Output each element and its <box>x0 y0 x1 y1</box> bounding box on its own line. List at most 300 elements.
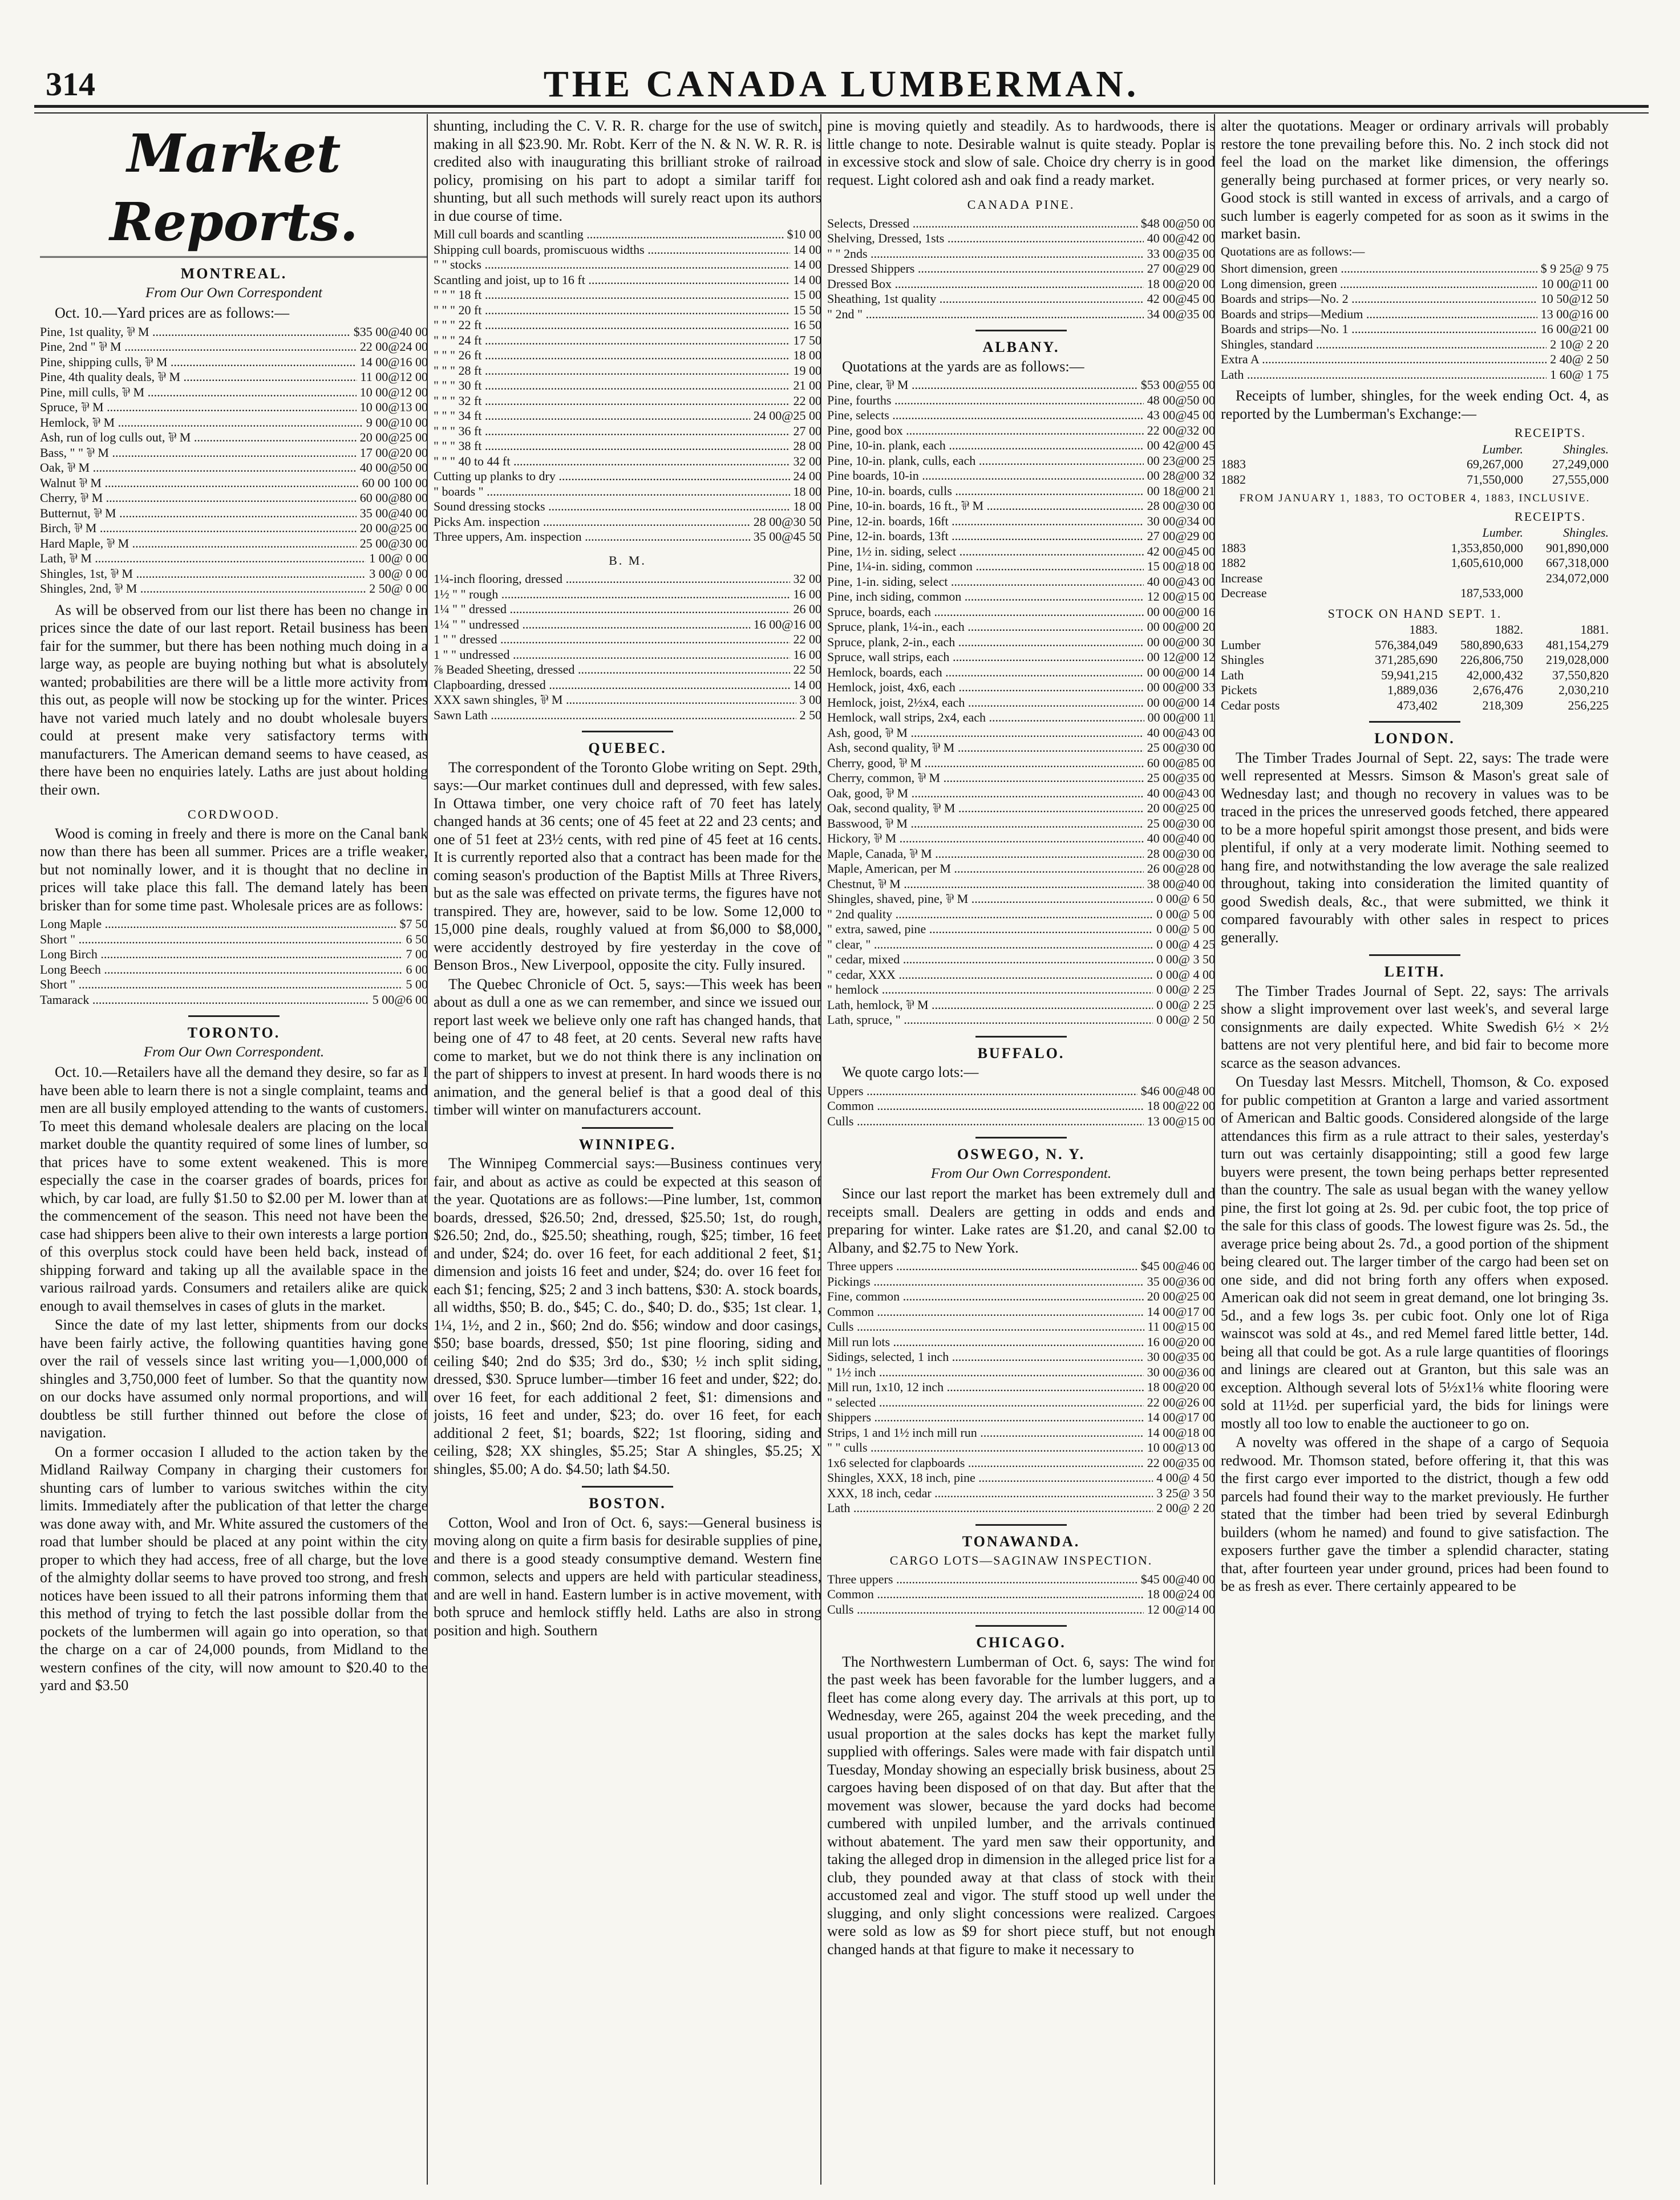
column-4 <box>1221 117 1609 2182</box>
price-item: Pine, 12-in. boards, 16ft ..... <box>827 514 1144 529</box>
price-item: Culls ..... <box>827 1602 1144 1618</box>
section-heading-oswego: OSWEGO, N. Y. <box>957 1146 1086 1162</box>
price-value: 40 00@43 00 <box>1147 725 1215 740</box>
price-item: Sidings, selected, 1 inch ..... <box>827 1350 1144 1365</box>
paragraph: The Northwestern Lumberman of Oct. 6, says: The wind for the past week has been favorable for the lumber luggers, and a fleet has come along every day. The arrivals at this port, up to Wednesday, were 265, against 204 the week preceding, and the usual proportion at the sales docks has kept the market fully supplied with offerings. Sales were made with fair dispatch until Tuesday, Monday showing an especially brisk business, about 25 cargoes having been disposed of on that day. But after that the movement was slower, because the yard docks had become cumbered with unpiled lumber, and the arrivals continued without abatement. The yard men saw their opportunity, and taking the alleged drop in dimension in the alleged price list for a club, they pounded away at that class of stock with their accustomed zeal and vigor. The stuff stood up well under the slugging, and only slight concessions were realized. Cargoes were sold as low as $9 for short piece stuff, but not enough changed hands at that figure to make it necessary to <box>827 1653 1215 1958</box>
price-item: Cherry, good, ⅌ M ..... <box>827 756 1144 771</box>
paragraph: Wood is coming in freely and there is more on the Canal bank now than there has been all summer. Prices are a trifle weaker, but not nominally lower, and it is thought that no decline in prices will take place this fall. The demand lately has been brisker than for some time past. Wholesale prices are as follows: <box>40 825 428 914</box>
price-value: 28 00@30 00 <box>1147 499 1215 513</box>
row-label: 1882 <box>1221 556 1246 570</box>
section-rule <box>975 1625 1067 1627</box>
section-rule <box>975 1524 1067 1526</box>
price-item: XXX, 18 inch, cedar ..... <box>827 1486 1153 1501</box>
price-value: 40 00@50 00 <box>359 460 428 475</box>
stock-caption: STOCK ON HAND SEPT. 1. <box>1327 606 1502 621</box>
price-item: Pine, shipping culls, ⅌ M ..... <box>40 355 357 370</box>
table-row <box>1221 541 1609 556</box>
price-value: 40 00@43 00 <box>1147 785 1215 800</box>
price-item: " extra, sawed, pine ..... <box>827 922 1153 937</box>
price-row <box>40 992 428 1008</box>
price-item: ⅞ Beaded Sheeting, dressed ..... <box>434 662 790 678</box>
price-item: Shipping cull boards, promiscuous widths ..... <box>434 242 790 258</box>
price-row <box>434 514 821 530</box>
price-value: 2 40@ 2 50 <box>1550 352 1609 366</box>
price-value: 00 18@00 21 <box>1147 483 1215 498</box>
paragraph: Quotations at the yards are as follows:— <box>842 358 1084 375</box>
price-item: Bass, " " ⅌ M ..... <box>40 445 357 461</box>
column-3 <box>827 117 1215 2182</box>
price-item: Shingles, 2nd, ⅌ M ..... <box>40 581 366 597</box>
price-item: " " 2nds ..... <box>827 246 1144 262</box>
price-row <box>827 831 1215 846</box>
price-row <box>434 647 821 663</box>
price-row <box>40 581 428 597</box>
price-row <box>434 708 821 723</box>
price-row <box>40 325 428 340</box>
price-item: Long Beech ..... <box>40 962 403 978</box>
price-item: Cutting up planks to dry ..... <box>434 469 790 484</box>
price-item: Sheathing, 1st quality ..... <box>827 291 1144 307</box>
paragraph: Quotations are as follows:— <box>1221 244 1365 258</box>
byline: From Our Own Correspondent <box>145 285 322 301</box>
increase-row <box>1221 571 1609 586</box>
price-row <box>827 1289 1215 1304</box>
cell-value: 667,318,000 <box>1546 556 1609 570</box>
price-item: Shingles, shaved, pine, ⅌ M ..... <box>827 892 1153 907</box>
price-item: 1 " " dressed ..... <box>434 632 790 647</box>
price-value: 6 50 <box>406 931 428 946</box>
price-value: 00 00@00 30 <box>1147 634 1215 649</box>
price-row <box>827 231 1215 246</box>
price-value: 22 00 <box>793 393 821 408</box>
price-value: 2 50@ 0 00 <box>369 581 428 595</box>
cell-value: 256,225 <box>1568 698 1609 712</box>
price-value: 3 25@ 3 50 <box>1156 1485 1215 1500</box>
price-item: Mill run lots ..... <box>827 1335 1144 1350</box>
price-value: 48 00@50 00 <box>1147 392 1215 407</box>
price-row <box>827 1380 1215 1395</box>
price-row <box>827 967 1215 983</box>
price-item: Selects, Dressed ..... <box>827 216 1137 232</box>
price-item: Spruce, ⅌ M ..... <box>40 400 357 415</box>
price-item: " " " 38 ft ..... <box>434 439 790 454</box>
price-value: 14 00@18 00 <box>1147 1425 1215 1440</box>
price-value: 3 00 <box>799 692 821 707</box>
price-row <box>827 246 1215 262</box>
price-value: 9 00@10 00 <box>366 415 428 430</box>
paragraph: We quote cargo lots:— <box>842 1064 979 1080</box>
price-table-bm <box>434 572 821 723</box>
price-row <box>827 877 1215 892</box>
price-value: 25 00@30 00 <box>1147 740 1215 755</box>
price-row <box>1221 367 1609 383</box>
subheading-bm: B. M. <box>609 553 646 568</box>
price-item: Hemlock, joist, 2½x4, each ..... <box>827 695 1144 711</box>
price-value: 28 00@30 00 <box>1147 846 1215 861</box>
section-rule <box>975 330 1067 331</box>
cell-value: 71,550,000 <box>1467 472 1523 487</box>
byline: From Our Own Correspondent. <box>143 1044 325 1060</box>
price-value: 0 00@ 2 25 <box>1156 997 1215 1012</box>
stock-year-headers <box>1221 622 1609 638</box>
price-item: Clapboarding, dressed ..... <box>434 678 790 693</box>
price-value: 40 00@42 00 <box>1147 231 1215 245</box>
price-value: 0 00@ 5 00 <box>1156 906 1215 921</box>
price-item: Three uppers ..... <box>827 1572 1137 1587</box>
section-heading-albany: ALBANY. <box>982 339 1060 355</box>
price-value: $7 50 <box>399 917 428 931</box>
price-value: 10 00@12 00 <box>359 384 428 399</box>
cell-value: 219,028,000 <box>1546 653 1609 667</box>
price-row <box>827 1350 1215 1365</box>
price-item: Pine, inch siding, common ..... <box>827 589 1144 605</box>
receipts-caption: RECEIPTS. <box>1515 509 1586 524</box>
price-value: 16 00 <box>793 586 821 601</box>
price-row <box>827 605 1215 620</box>
price-item: Pine, 1st quality, ⅌ M ..... <box>40 325 350 340</box>
price-value: 40 00@40 00 <box>1147 831 1215 845</box>
price-value: 15 50 <box>793 302 821 317</box>
cell-value: 37,550,820 <box>1552 667 1609 682</box>
price-row <box>827 453 1215 469</box>
price-row <box>434 227 821 242</box>
price-row <box>40 947 428 962</box>
price-item: Oak, second quality, ⅌ M ..... <box>827 801 1144 816</box>
cell-value: 69,267,000 <box>1467 457 1523 471</box>
price-row <box>827 544 1215 560</box>
price-row <box>827 1410 1215 1425</box>
price-value: 00 00@00 16 <box>1147 604 1215 619</box>
price-value: 20 00@25 00 <box>1147 801 1215 815</box>
price-value: 18 00@22 00 <box>1147 1099 1215 1113</box>
price-value: 2 50 <box>799 707 821 722</box>
price-table-chicago <box>1221 261 1609 382</box>
price-row <box>1221 352 1609 367</box>
price-item: " " " 20 ft ..... <box>434 303 790 318</box>
price-item: " " " 30 ft ..... <box>434 378 790 394</box>
price-item: " " " 24 ft ..... <box>434 333 790 349</box>
price-item: Pine, mill culls, ⅌ M ..... <box>40 385 357 400</box>
price-item: 1 " " undressed ..... <box>434 647 790 663</box>
price-row <box>827 1425 1215 1441</box>
price-value: 16 00@21 00 <box>1540 322 1609 336</box>
price-row <box>434 499 821 514</box>
price-item: Culls ..... <box>827 1319 1144 1335</box>
price-row <box>434 242 821 258</box>
price-item: Boards and strips—Medium ..... <box>1221 307 1537 322</box>
price-item: " 2nd " ..... <box>827 307 1144 322</box>
price-row <box>1221 322 1609 337</box>
receipts-table <box>1221 457 1609 487</box>
page-number: 314 <box>46 66 95 103</box>
price-row <box>827 261 1215 277</box>
price-item: Shelving, Dressed, 1sts ..... <box>827 231 1144 246</box>
price-row <box>827 307 1215 322</box>
price-item: Pine, 10-in. plank, culls, each ..... <box>827 453 1144 469</box>
price-table-canada-pine <box>827 216 1215 322</box>
cell-value: 42,000,432 <box>1467 667 1523 682</box>
cell-value: 226,806,750 <box>1460 653 1523 667</box>
price-value: 35 00@40 00 <box>359 505 428 520</box>
price-item: Pine, 12-in. boards, 13ft ..... <box>827 529 1144 544</box>
column-header-lumber: Lumber. <box>1482 525 1523 540</box>
price-row <box>827 756 1215 771</box>
row-label: Shingles <box>1221 653 1264 667</box>
price-item: Pine, 10-in. plank, each ..... <box>827 438 1144 453</box>
price-value: 10 00@13 00 <box>359 400 428 414</box>
price-value: $35 00@40 00 <box>353 324 428 339</box>
price-item: Picks Am. inspection ..... <box>434 514 750 530</box>
price-row <box>1221 337 1609 353</box>
price-row <box>1221 277 1609 292</box>
row-label: Lumber <box>1221 637 1261 652</box>
section-rule <box>975 1137 1067 1139</box>
price-row <box>434 678 821 693</box>
price-row <box>1221 307 1609 322</box>
price-item: Uppers ..... <box>827 1084 1137 1099</box>
receipts-column-headers <box>1221 442 1609 457</box>
price-row <box>827 378 1215 393</box>
price-item: Mill run, 1x10, 12 inch ..... <box>827 1380 1144 1395</box>
column-1 <box>40 117 428 2182</box>
section-heading-cordwood: CORDWOOD. <box>187 807 281 821</box>
price-row <box>434 318 821 333</box>
price-value: 33 00@35 00 <box>1147 246 1215 261</box>
section-heading-london: LONDON. <box>1374 730 1455 747</box>
price-value: 7 00 <box>406 947 428 961</box>
price-row <box>827 1259 1215 1274</box>
section-heading-toronto: TORONTO. <box>187 1024 281 1041</box>
table-row <box>1221 556 1609 571</box>
section-heading-montreal: MONTREAL. <box>180 265 288 282</box>
price-item: Chestnut, ⅌ M ..... <box>827 877 1144 892</box>
price-value: $48 00@50 00 <box>1140 216 1215 230</box>
price-row <box>40 445 428 461</box>
price-row <box>434 257 821 273</box>
price-item: " " " 40 to 44 ft ..... <box>434 454 790 469</box>
table-row <box>1221 668 1609 683</box>
price-table-toronto <box>434 227 821 545</box>
price-row <box>434 632 821 647</box>
price-item: Dressed Box ..... <box>827 277 1144 292</box>
price-value: 13 00@15 00 <box>1147 1113 1215 1128</box>
price-item: " " culls ..... <box>827 1440 1144 1456</box>
price-row <box>827 771 1215 786</box>
price-value: 00 00@00 14 <box>1147 695 1215 710</box>
receipts-caption: RECEIPTS. <box>1515 426 1586 440</box>
price-item: Common ..... <box>827 1099 1144 1114</box>
price-value: 13 00@16 00 <box>1540 306 1609 321</box>
price-item: Scantling and joist, up to 16 ft ..... <box>434 273 790 288</box>
price-value: 00 00@00 11 <box>1147 710 1215 724</box>
price-item: Pine, 2nd " ⅌ M ..... <box>40 339 357 355</box>
price-table-tonawanda <box>827 1572 1215 1618</box>
price-value: 0 00@ 5 00 <box>1156 922 1215 936</box>
price-row <box>827 1501 1215 1516</box>
price-row <box>827 861 1215 877</box>
header-rule <box>34 105 1649 114</box>
table-row <box>1221 472 1609 488</box>
price-value: 0 00@ 6 50 <box>1156 892 1215 906</box>
price-value: 0 00@ 2 25 <box>1156 982 1215 996</box>
price-value: 35 00@45 50 <box>753 529 821 544</box>
price-value: 00 42@00 45 <box>1147 438 1215 452</box>
price-value: 6 00 <box>406 962 428 977</box>
price-value: 14 00@16 00 <box>359 354 428 369</box>
cell-value: 2,030,210 <box>1558 683 1609 697</box>
price-row <box>827 922 1215 937</box>
price-item: Long dimension, green ..... <box>1221 277 1538 292</box>
byline: From Our Own Correspondent. <box>930 1165 1112 1181</box>
price-value: $ 9 25@ 9 75 <box>1540 261 1609 275</box>
price-item: Ash, run of log culls out, ⅌ M ..... <box>40 430 357 445</box>
price-row <box>40 536 428 552</box>
price-value: $45 00@46 00 <box>1140 1259 1215 1273</box>
price-value: 40 00@43 00 <box>1147 574 1215 589</box>
price-value: 00 00@00 20 <box>1147 619 1215 634</box>
price-value: 28 00 <box>793 439 821 453</box>
price-value: 16 00 <box>793 647 821 662</box>
cell-value: 2,676,476 <box>1473 683 1523 697</box>
price-value: 24 00 <box>793 469 821 483</box>
price-table-oswego <box>827 1259 1215 1516</box>
price-value: 12 00@14 00 <box>1147 1602 1215 1616</box>
section-heading-tonawanda: TONAWANDA. <box>962 1533 1080 1550</box>
paragraph: pine is moving quietly and steadily. As to hardwoods, there is little change to note. Desirable walnut is quite steady. Poplar is in excessive stock and slow of sale. Choice dry cherry is in good request. Light colored ash and oak find a ready market. <box>827 118 1215 188</box>
price-item: Spruce, plank, 1¼-in., each ..... <box>827 619 1144 635</box>
price-item: Pine, 10-in. boards, 16 ft., ⅌ M ..... <box>827 499 1144 514</box>
price-row <box>827 635 1215 650</box>
price-row <box>827 907 1215 922</box>
price-item: Hemlock, boards, each ..... <box>827 665 1144 680</box>
cell-value: 580,890,633 <box>1460 637 1523 652</box>
price-value: 11 00@12 00 <box>360 370 428 384</box>
price-row <box>434 662 821 678</box>
price-row <box>434 378 821 394</box>
price-value: 16 00@16 00 <box>753 617 821 631</box>
caption: CARGO LOTS—SAGINAW INSPECTION. <box>889 1553 1153 1567</box>
price-item: " cedar, mixed ..... <box>827 952 1153 967</box>
stock-table <box>1221 638 1609 714</box>
paragraph: Since our last report the market has been extremely dull and receipts small. Dealers are getting in odds and ends and preparing for winter. Lake rates are $1.20, and canal $2.00 to Albany, and $2.75 to New York. <box>827 1185 1215 1256</box>
row-label: 1883 <box>1221 540 1246 555</box>
price-item: " cedar, XXX ..... <box>827 967 1153 983</box>
price-value: 16 00@20 00 <box>1147 1334 1215 1349</box>
decrease-row <box>1221 586 1609 601</box>
price-item: " 2nd quality ..... <box>827 907 1153 922</box>
cell-value: 1,353,850,000 <box>1451 540 1523 555</box>
price-value: 10 00@13 00 <box>1147 1440 1215 1454</box>
price-item: Butternut, ⅌ M ..... <box>40 506 357 521</box>
section-rule <box>188 1015 280 1017</box>
price-row <box>434 363 821 379</box>
price-item: Common ..... <box>827 1587 1144 1602</box>
price-value: 25 00@30 00 <box>1147 816 1215 830</box>
price-row <box>827 1365 1215 1380</box>
column-header-lumber: Lumber. <box>1482 441 1523 456</box>
price-row <box>827 740 1215 756</box>
price-value: 15 00@18 00 <box>1147 559 1215 573</box>
price-item: Cherry, ⅌ M ..... <box>40 491 357 506</box>
price-item: " hemlock ..... <box>827 982 1153 998</box>
price-row <box>827 484 1215 499</box>
price-item: Shippers ..... <box>827 1410 1144 1425</box>
subheading-canada-pine: CANADA PINE. <box>967 197 1075 212</box>
price-row <box>827 559 1215 574</box>
price-row <box>434 273 821 288</box>
price-value: 1 00@ 0 00 <box>369 551 428 565</box>
price-value: 14 00 <box>793 677 821 692</box>
price-row <box>434 572 821 587</box>
price-row <box>827 499 1215 514</box>
price-item: Short dimension, green ..... <box>1221 261 1537 277</box>
price-row <box>827 786 1215 801</box>
price-row <box>827 1456 1215 1471</box>
price-row <box>827 1319 1215 1335</box>
price-row <box>434 587 821 602</box>
price-row <box>827 726 1215 741</box>
price-value: 60 00 100 00 <box>362 475 428 490</box>
price-row <box>827 680 1215 695</box>
column-2 <box>434 117 821 2182</box>
price-item: " " stocks ..... <box>434 257 790 273</box>
price-row <box>434 454 821 469</box>
price-item: Shingles, 1st, ⅌ M ..... <box>40 566 366 582</box>
paragraph: Oct. 10.—Retailers have all the demand they desire, so far as I have been able to learn there is not a single complaint, teams and men are all busily employed attending to the wants of customers. To meet this demand wholesale dealers are placing on the local market double the quantity required of some lines of lumber, so that prices have to some extent weakened. This is more especially the case in the coarser grades of boards, prices for which, by car load, are fully $1.50 to $2.00 per M. lower than at the commencement of the season. This need not have been the case had shippers been alive to their own interests a large portion of this overplus stock could have been held back, instead of shipping forward and taking up all the available space in the various railroad yards. Consumers and retailers alike are quick enough to avail themselves in cases of gluts in the market. <box>40 1064 428 1314</box>
price-value: 0 00@ 2 50 <box>1156 1012 1215 1027</box>
price-item: Spruce, plank, 2-in., each ..... <box>827 635 1144 650</box>
price-value: 00 28@00 32 <box>1147 468 1215 483</box>
price-value: $45 00@40 00 <box>1140 1571 1215 1586</box>
row-label: Cedar posts <box>1221 698 1280 712</box>
price-item: Boards and strips—No. 1 ..... <box>1221 322 1537 337</box>
receipts-range-caption: FROM JANUARY 1, 1883, TO OCTOBER 4, 1883, INCLUSIVE. <box>1239 492 1590 504</box>
price-item: " clear, " ..... <box>827 937 1153 953</box>
price-row <box>434 424 821 439</box>
price-row <box>827 1304 1215 1320</box>
price-value: 20 00@25 00 <box>1147 1289 1215 1303</box>
price-row <box>827 710 1215 726</box>
price-row <box>827 650 1215 665</box>
price-item: Sawn Lath ..... <box>434 708 796 723</box>
price-row <box>434 692 821 708</box>
price-row <box>827 514 1215 529</box>
price-row <box>40 566 428 582</box>
price-value: 26 00@28 00 <box>1147 861 1215 876</box>
price-value: 32 00 <box>793 453 821 468</box>
section-rule <box>582 731 673 732</box>
price-item: " 1½ inch ..... <box>827 1365 1144 1380</box>
price-value: $46 00@48 00 <box>1140 1083 1215 1098</box>
paragraph: The Quebec Chronicle of Oct. 5, says:—This week has been about as dull a one as we can remember, and since we issued our report last week we believe only one raft has changed hands, that being one of 47 to 48 feet, at 20 cents. Several new rafts have come to market, but we do not think there is any inclination on the part of shippers to invest at present. In hard woods there is no animation, and the general belief is that a good deal of this timber will winter on manufacturers account. <box>434 975 821 1118</box>
price-row <box>827 1602 1215 1618</box>
price-item: 1¼-inch flooring, dressed ..... <box>434 572 790 587</box>
price-item: Long Birch ..... <box>40 947 403 962</box>
price-item: " " " 28 ft ..... <box>434 363 790 379</box>
price-value: 43 00@45 00 <box>1147 408 1215 422</box>
table-row <box>1221 683 1609 698</box>
price-item: Spruce, boards, each ..... <box>827 605 1144 620</box>
price-row <box>827 291 1215 307</box>
price-row <box>827 937 1215 953</box>
price-row <box>40 962 428 978</box>
cell-value: 1,605,610,000 <box>1451 556 1523 570</box>
price-value: 2 00@ 2 20 <box>1156 1501 1215 1515</box>
price-value: 3 00@ 0 00 <box>369 566 428 581</box>
price-item: Pine, 4th quality deals, ⅌ M ..... <box>40 370 357 385</box>
table-row <box>1221 638 1609 653</box>
price-item: Cherry, common, ⅌ M ..... <box>827 771 1144 786</box>
